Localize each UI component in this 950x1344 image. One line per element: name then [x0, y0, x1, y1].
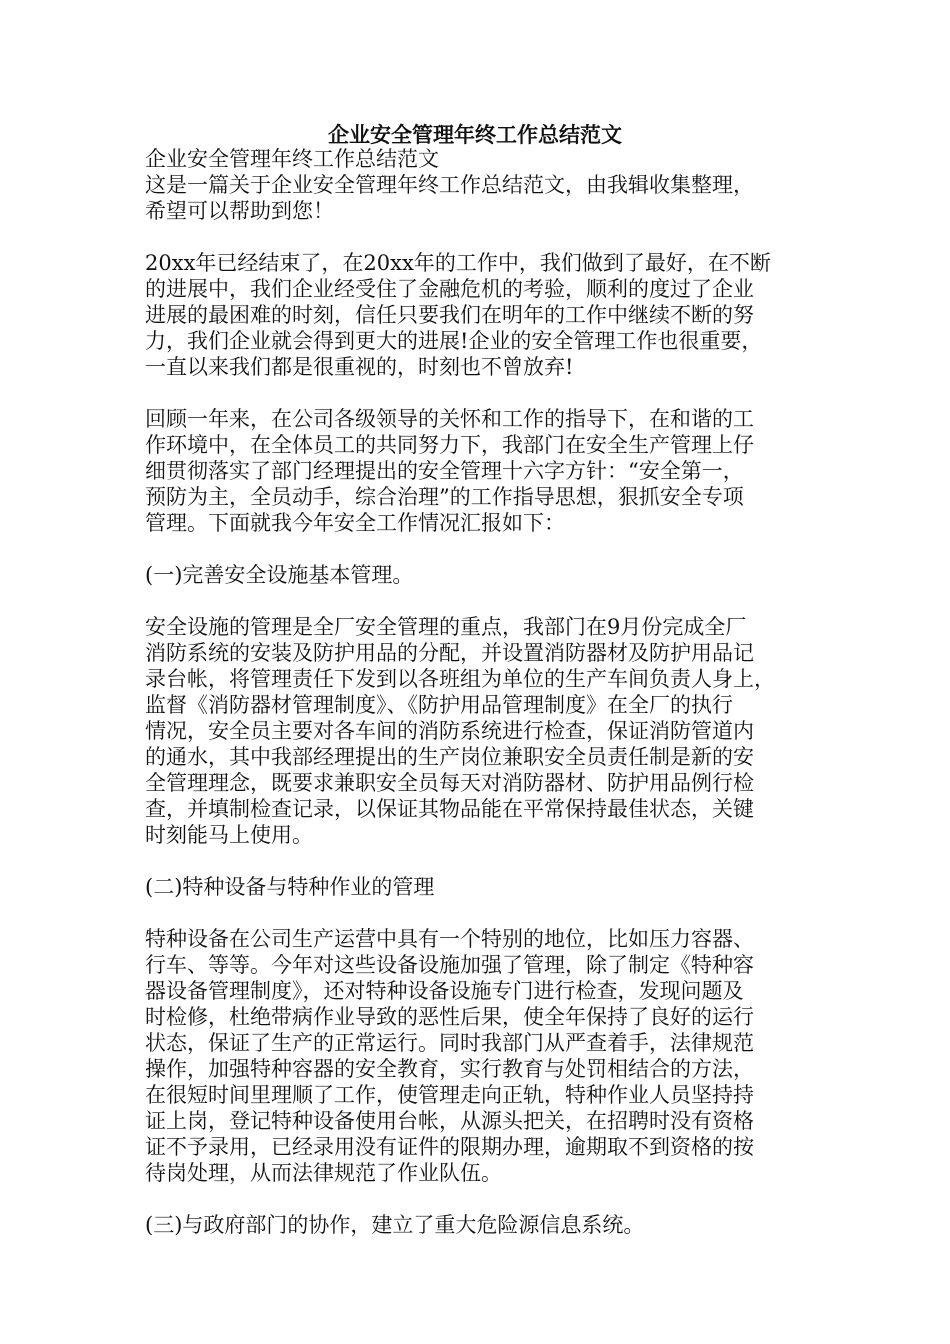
text-line: 管理。下面就我今年安全工作情况汇报如下：: [145, 511, 565, 535]
text-line: (二)特种设备与特种作业的管理: [145, 875, 435, 899]
paragraph: [145, 614, 809, 848]
text-line: 状态，保证了生产的正常运行。同时我部门从严查着手，法律规范: [145, 1031, 754, 1055]
paragraph: [145, 926, 809, 1186]
text-line: 企业安全管理年终工作总结范文: [145, 147, 439, 171]
paragraph-gap: [145, 588, 809, 614]
text-line: 一直以来我们都是很重视的，时刻也不曾放弃!: [145, 355, 574, 379]
text-line: 在很短时间里理顺了工作，使管理走向正轨，特种作业人员坚持持: [145, 1083, 754, 1107]
paragraph-gap: [145, 848, 809, 874]
text-line: 安全设施的管理是全厂安全管理的重点，我部门在9月份完成全厂: [145, 615, 747, 639]
text-line: 特种设备在公司生产运营中具有一个特别的地位，比如压力容器、: [145, 927, 754, 951]
text-line: 希望可以帮助到您！: [145, 199, 334, 223]
text-line: 查，并填制检查记录，以保证其物品能在平常保持最佳状态，关键: [145, 797, 754, 821]
text-line: (三)与政府部门的协作，建立了重大危险源信息系统。: [145, 1213, 645, 1237]
document-body: [145, 146, 809, 1238]
text-line: 情况，安全员主要对各车间的消防系统进行检查，保证消防管道内: [145, 719, 754, 743]
text-line: 作环境中，在全体员工的共同努力下，我部门在安全生产管理上仔: [145, 433, 754, 457]
text-line: 的进展中，我们企业经受住了金融危机的考验，顺利的度过了企业: [145, 277, 754, 301]
document-title: 企业安全管理年终工作总结范文: [328, 122, 622, 147]
text-line: 力，我们企业就会得到更大的进展!企业的安全管理工作也很重要，: [145, 329, 763, 353]
text-line: 这是一篇关于企业安全管理年终工作总结范文，由我辑收集整理，: [145, 173, 754, 197]
text-line: (一)完善安全设施基本管理。: [145, 563, 414, 587]
text-line: 时刻能马上使用。: [145, 823, 313, 847]
text-line: 进展的最困难的时刻，信任只要我们在明年的工作中继续不断的努: [145, 303, 754, 327]
text-line: 行车、等等。今年对这些设备设施加强了管理，除了制定《特种容: [145, 953, 754, 977]
text-line: 全管理理念，既要求兼职安全员每天对消防器材、防护用品例行检: [145, 771, 754, 795]
paragraph: [145, 146, 809, 224]
paragraph-gap: [145, 536, 809, 562]
text-line: 监督《消防器材管理制度》、《防护用品管理制度》在全厂的执行: [145, 693, 733, 717]
paragraph: [145, 406, 809, 536]
text-line: 预防为主，全员动手，综合治理”的工作指导思想，狠抓安全专项: [145, 485, 744, 509]
paragraph-gap: [145, 380, 809, 406]
text-line: 的通水，其中我部经理提出的生产岗位兼职安全员责任制是新的安: [145, 745, 754, 769]
paragraph-gap: [145, 1186, 809, 1212]
text-line: 器设备管理制度》，还对特种设备设施专门进行检查，发现问题及: [145, 979, 744, 1003]
paragraph: [145, 874, 809, 900]
paragraph-gap: [145, 224, 809, 250]
paragraph: [145, 250, 809, 380]
text-line: 待岗处理，从而法律规范了作业队伍。: [145, 1161, 502, 1185]
text-line: 细贯彻落实了部门经理提出的安全管理十六字方针：“安全第一，: [145, 459, 744, 483]
text-line: 时检修，杜绝带病作业导致的恶性后果，使全年保持了良好的运行: [145, 1005, 754, 1029]
paragraph: [145, 1212, 809, 1238]
text-line: 回顾一年来，在公司各级领导的关怀和工作的指导下，在和谐的工: [145, 407, 754, 431]
text-line: 录台帐，将管理责任下发到以各班组为单位的生产车间负责人身上，: [145, 667, 775, 691]
text-line: 操作，加强特种容器的安全教育，实行教育与处罚相结合的方法，: [145, 1057, 754, 1081]
text-line: 消防系统的安装及防护用品的分配，并设置消防器材及防护用品记: [145, 641, 754, 665]
paragraph: [145, 562, 809, 588]
text-line: 20xx年已经结束了，在20xx年的工作中，我们做到了最好，在不断: [145, 251, 771, 275]
text-line: 证不予录用，已经录用没有证件的限期办理，逾期取不到资格的按: [145, 1135, 754, 1159]
text-line: 证上岗，登记特种设备使用台帐，从源头把关，在招聘时没有资格: [145, 1109, 754, 1133]
paragraph-gap: [145, 900, 809, 926]
